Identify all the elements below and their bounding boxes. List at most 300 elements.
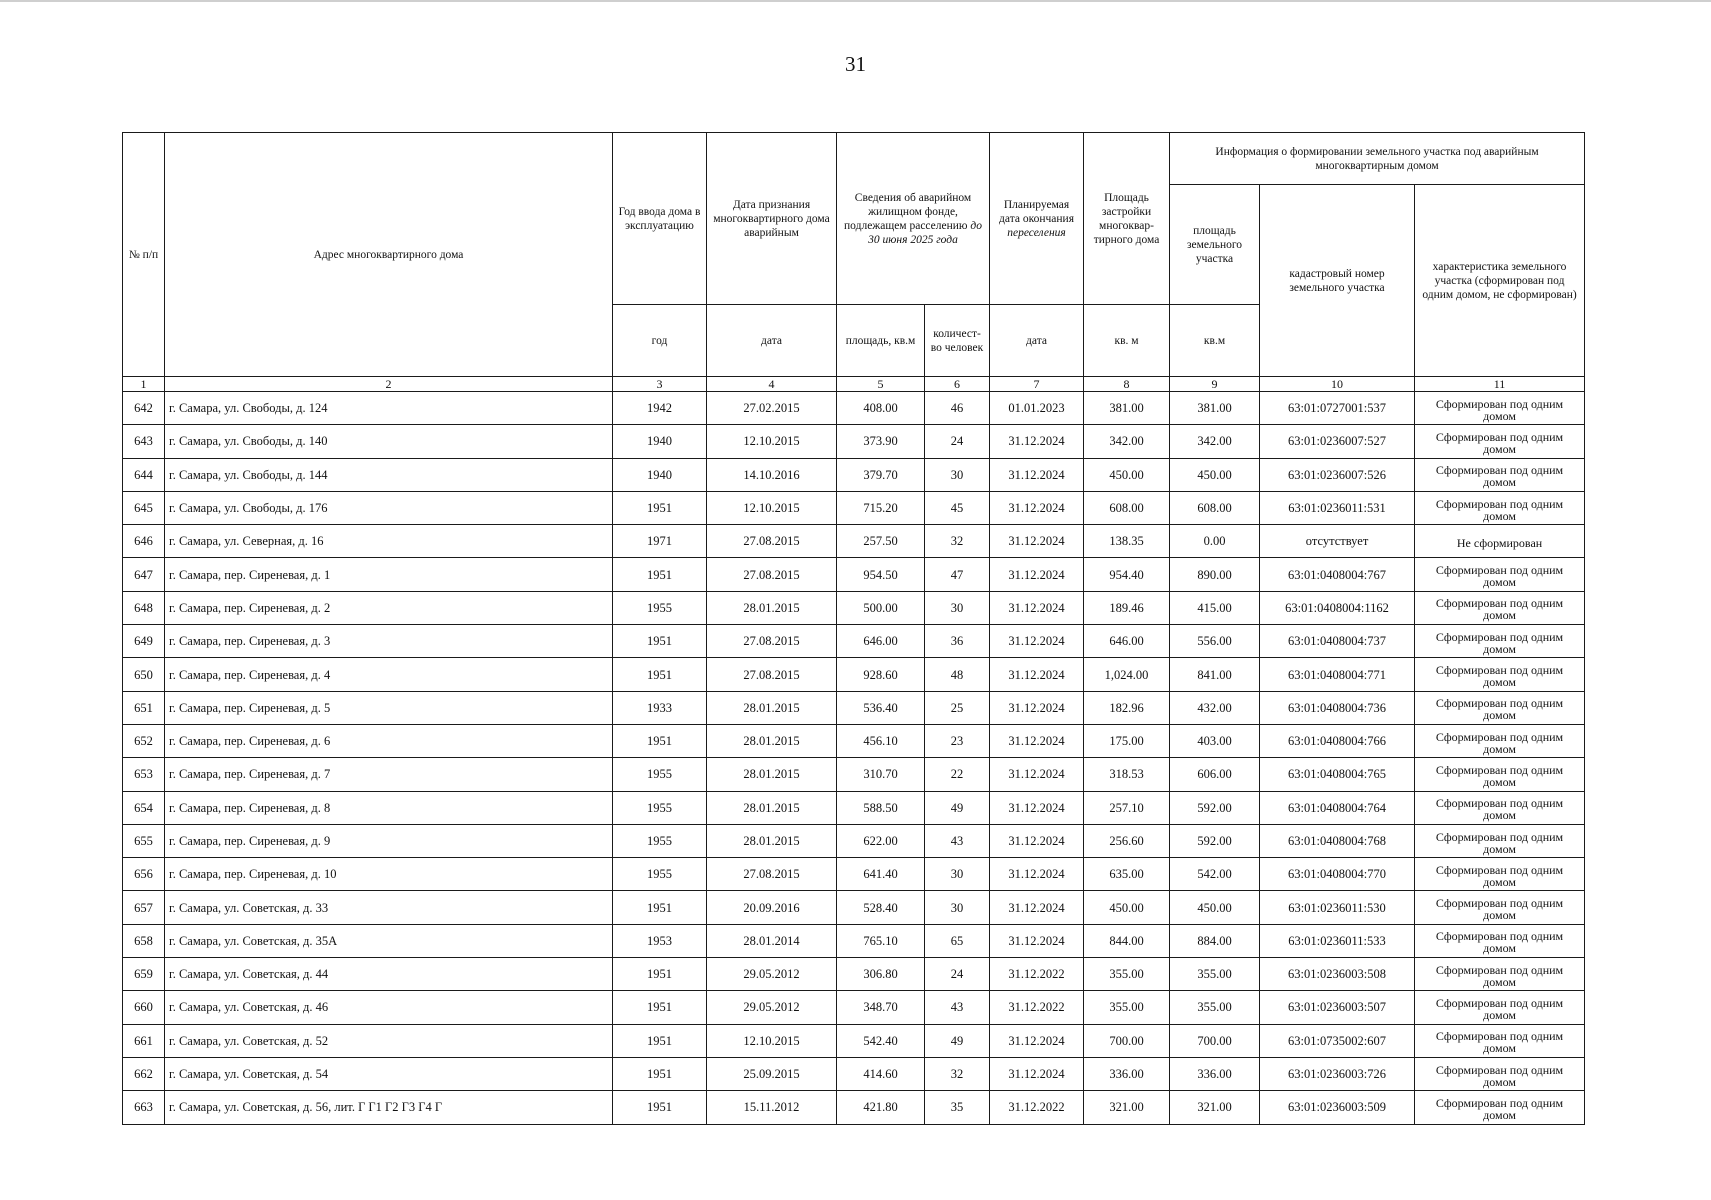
cell-people: 22 <box>925 758 990 791</box>
cell-number: 642 <box>123 392 165 425</box>
cell-year: 1955 <box>613 824 707 857</box>
cell-year: 1940 <box>613 458 707 491</box>
column-number: 2 <box>165 377 613 392</box>
cell-land-char: Сформирован под одним домом <box>1415 858 1585 891</box>
cell-area: 408.00 <box>837 392 925 425</box>
cell-address: г. Самара, пер. Сиреневая, д. 1 <box>165 558 613 591</box>
cell-building-area: 257.10 <box>1084 791 1170 824</box>
table-row <box>123 591 1585 624</box>
cell-date-emergency: 12.10.2015 <box>707 491 837 524</box>
cell-cadastral: 63:01:0236003:726 <box>1260 1057 1415 1090</box>
cell-date-emergency: 27.02.2015 <box>707 392 837 425</box>
cell-area: 928.60 <box>837 658 925 691</box>
cell-year: 1955 <box>613 758 707 791</box>
cell-planned-date: 31.12.2024 <box>990 824 1084 857</box>
cell-land-char: Сформирован под одним домом <box>1415 658 1585 691</box>
cell-land-char: Сформирован под одним домом <box>1415 591 1585 624</box>
cell-land-area: 381.00 <box>1170 392 1260 425</box>
header-cadastral: кадастровый номер земельного участка <box>1260 185 1415 377</box>
cell-area: 310.70 <box>837 758 925 791</box>
cell-year: 1951 <box>613 1024 707 1057</box>
cell-land-char: Сформирован под одним домом <box>1415 625 1585 658</box>
cell-date-emergency: 14.10.2016 <box>707 458 837 491</box>
table-row <box>123 558 1585 591</box>
cell-number: 658 <box>123 924 165 957</box>
cell-building-area: 321.00 <box>1084 1091 1170 1124</box>
column-number: 7 <box>990 377 1084 392</box>
cell-land-char: Сформирован под одним домом <box>1415 824 1585 857</box>
cell-year: 1951 <box>613 991 707 1024</box>
cell-land-char: Сформирован под одним домом <box>1415 724 1585 757</box>
header-land-char: характеристика земельного участка (сформирован под одним домом, не сформирован) <box>1415 185 1585 377</box>
table-row <box>123 1091 1585 1124</box>
cell-area: 421.80 <box>837 1091 925 1124</box>
cell-number: 651 <box>123 691 165 724</box>
cell-cadastral: 63:01:0408004:770 <box>1260 858 1415 891</box>
cell-address: г. Самара, ул. Советская, д. 56, лит. Г Г1 Г2 Г3 Г4 Г <box>165 1091 613 1124</box>
cell-land-area: 700.00 <box>1170 1024 1260 1057</box>
cell-planned-date: 31.12.2024 <box>990 1057 1084 1090</box>
cell-land-char: Сформирован под одним домом <box>1415 891 1585 924</box>
cell-area: 536.40 <box>837 691 925 724</box>
cell-area: 414.60 <box>837 1057 925 1090</box>
cell-year: 1951 <box>613 724 707 757</box>
column-number: 11 <box>1415 377 1585 392</box>
cell-year: 1951 <box>613 891 707 924</box>
cell-date-emergency: 28.01.2015 <box>707 691 837 724</box>
cell-land-area: 355.00 <box>1170 958 1260 991</box>
cell-number: 646 <box>123 525 165 558</box>
cell-planned-date: 31.12.2022 <box>990 958 1084 991</box>
cell-people: 65 <box>925 924 990 957</box>
header-building-area: Площадь застройки многоквар-тирного дома <box>1084 133 1170 305</box>
cell-address: г. Самара, пер. Сиреневая, д. 7 <box>165 758 613 791</box>
cell-number: 645 <box>123 491 165 524</box>
cell-year: 1951 <box>613 625 707 658</box>
cell-cadastral: 63:01:0236003:508 <box>1260 958 1415 991</box>
cell-planned-date: 31.12.2024 <box>990 491 1084 524</box>
cell-area: 456.10 <box>837 724 925 757</box>
cell-cadastral: 63:01:0408004:737 <box>1260 625 1415 658</box>
cell-building-area: 256.60 <box>1084 824 1170 857</box>
page-number: 31 <box>845 52 866 76</box>
cell-land-area: 450.00 <box>1170 458 1260 491</box>
cell-address: г. Самара, ул. Свободы, д. 144 <box>165 458 613 491</box>
table-row <box>123 824 1585 857</box>
cell-land-area: 403.00 <box>1170 724 1260 757</box>
cell-people: 25 <box>925 691 990 724</box>
cell-date-emergency: 29.05.2012 <box>707 991 837 1024</box>
cell-area: 306.80 <box>837 958 925 991</box>
cell-people: 24 <box>925 958 990 991</box>
unit-date: дата <box>707 305 837 377</box>
column-number: 5 <box>837 377 925 392</box>
cell-building-area: 138.35 <box>1084 525 1170 558</box>
cell-address: г. Самара, пер. Сиреневая, д. 4 <box>165 658 613 691</box>
cell-cadastral: 63:01:0236011:530 <box>1260 891 1415 924</box>
cell-people: 30 <box>925 591 990 624</box>
cell-building-area: 182.96 <box>1084 691 1170 724</box>
cell-building-area: 175.00 <box>1084 724 1170 757</box>
header-land-info: Информация о формировании земельного участка под аварийным многоквартирным домом <box>1170 133 1585 185</box>
cell-land-char: Сформирован под одним домом <box>1415 1024 1585 1057</box>
table-row <box>123 991 1585 1024</box>
cell-land-char: Сформирован под одним домом <box>1415 392 1585 425</box>
cell-date-emergency: 28.01.2015 <box>707 758 837 791</box>
cell-area: 646.00 <box>837 625 925 658</box>
cell-land-char: Не сформирован <box>1415 525 1585 558</box>
cell-number: 649 <box>123 625 165 658</box>
cell-cadastral: 63:01:0408004:768 <box>1260 824 1415 857</box>
cell-land-area: 0.00 <box>1170 525 1260 558</box>
cell-people: 43 <box>925 991 990 1024</box>
emergency-housing-table <box>122 132 1585 1125</box>
cell-planned-date: 31.12.2024 <box>990 691 1084 724</box>
cell-people: 49 <box>925 791 990 824</box>
column-number: 4 <box>707 377 837 392</box>
cell-planned-date: 31.12.2024 <box>990 591 1084 624</box>
table-row <box>123 924 1585 957</box>
cell-building-area: 355.00 <box>1084 991 1170 1024</box>
cell-cadastral: 63:01:0735002:607 <box>1260 1024 1415 1057</box>
table-row <box>123 791 1585 824</box>
table-row <box>123 691 1585 724</box>
cell-people: 35 <box>925 1091 990 1124</box>
table-row <box>123 392 1585 425</box>
cell-cadastral: 63:01:0236007:527 <box>1260 425 1415 458</box>
header-planned-date-italic: переселения <box>1007 226 1066 239</box>
cell-number: 652 <box>123 724 165 757</box>
cell-people: 46 <box>925 392 990 425</box>
cell-building-area: 954.40 <box>1084 558 1170 591</box>
table-row <box>123 958 1585 991</box>
cell-date-emergency: 20.09.2016 <box>707 891 837 924</box>
cell-cadastral: 63:01:0236011:531 <box>1260 491 1415 524</box>
cell-address: г. Самара, пер. Сиреневая, д. 5 <box>165 691 613 724</box>
cell-land-area: 606.00 <box>1170 758 1260 791</box>
cell-people: 49 <box>925 1024 990 1057</box>
cell-planned-date: 31.12.2024 <box>990 891 1084 924</box>
cell-land-char: Сформирован под одним домом <box>1415 558 1585 591</box>
cell-building-area: 450.00 <box>1084 891 1170 924</box>
cell-land-char: Сформирован под одним домом <box>1415 758 1585 791</box>
cell-land-char: Сформирован под одним домом <box>1415 458 1585 491</box>
cell-building-area: 700.00 <box>1084 1024 1170 1057</box>
header-date-emergency: Дата признания многоквартирного дома аварийным <box>707 133 837 305</box>
cell-cadastral: 63:01:0408004:766 <box>1260 724 1415 757</box>
cell-land-char: Сформирован под одним домом <box>1415 991 1585 1024</box>
table-row <box>123 724 1585 757</box>
cell-planned-date: 31.12.2024 <box>990 625 1084 658</box>
cell-address: г. Самара, ул. Советская, д. 52 <box>165 1024 613 1057</box>
cell-building-area: 336.00 <box>1084 1057 1170 1090</box>
cell-planned-date: 01.01.2023 <box>990 392 1084 425</box>
cell-cadastral: отсутствует <box>1260 525 1415 558</box>
cell-building-area: 355.00 <box>1084 958 1170 991</box>
cell-land-area: 884.00 <box>1170 924 1260 957</box>
cell-land-char: Сформирован под одним домом <box>1415 791 1585 824</box>
cell-date-emergency: 12.10.2015 <box>707 1024 837 1057</box>
cell-building-area: 450.00 <box>1084 458 1170 491</box>
cell-number: 663 <box>123 1091 165 1124</box>
table-row <box>123 1024 1585 1057</box>
cell-people: 48 <box>925 658 990 691</box>
cell-date-emergency: 28.01.2014 <box>707 924 837 957</box>
cell-cadastral: 63:01:0236011:533 <box>1260 924 1415 957</box>
cell-date-emergency: 28.01.2015 <box>707 724 837 757</box>
cell-planned-date: 31.12.2024 <box>990 458 1084 491</box>
cell-cadastral: 63:01:0408004:1162 <box>1260 591 1415 624</box>
cell-people: 30 <box>925 891 990 924</box>
cell-cadastral: 63:01:0236003:507 <box>1260 991 1415 1024</box>
cell-people: 30 <box>925 858 990 891</box>
cell-people: 45 <box>925 491 990 524</box>
cell-date-emergency: 27.08.2015 <box>707 625 837 658</box>
header-emergency-fund-text: Сведения об аварийном жилищном фонде, подлежащем расселению <box>844 191 972 232</box>
cell-land-area: 592.00 <box>1170 791 1260 824</box>
cell-area: 954.50 <box>837 558 925 591</box>
cell-land-area: 841.00 <box>1170 658 1260 691</box>
cell-date-emergency: 27.08.2015 <box>707 658 837 691</box>
cell-number: 650 <box>123 658 165 691</box>
cell-cadastral: 63:01:0408004:767 <box>1260 558 1415 591</box>
cell-people: 32 <box>925 1057 990 1090</box>
cell-planned-date: 31.12.2024 <box>990 658 1084 691</box>
cell-date-emergency: 27.08.2015 <box>707 858 837 891</box>
cell-year: 1955 <box>613 591 707 624</box>
table-body <box>123 392 1585 1125</box>
cell-number: 659 <box>123 958 165 991</box>
table-row <box>123 758 1585 791</box>
table-row <box>123 658 1585 691</box>
cell-address: г. Самара, пер. Сиреневая, д. 2 <box>165 591 613 624</box>
cell-cadastral: 63:01:0408004:765 <box>1260 758 1415 791</box>
cell-number: 647 <box>123 558 165 591</box>
table-row <box>123 625 1585 658</box>
header-address: Адрес многоквартирного дома <box>165 133 613 377</box>
cell-address: г. Самара, ул. Советская, д. 54 <box>165 1057 613 1090</box>
cell-building-area: 381.00 <box>1084 392 1170 425</box>
header-land-area: площадь земельного участка <box>1170 185 1260 305</box>
cell-people: 47 <box>925 558 990 591</box>
cell-year: 1955 <box>613 791 707 824</box>
header-emergency-fund <box>837 133 990 305</box>
cell-address: г. Самара, ул. Свободы, д. 140 <box>165 425 613 458</box>
cell-year: 1951 <box>613 558 707 591</box>
cell-number: 653 <box>123 758 165 791</box>
cell-land-area: 336.00 <box>1170 1057 1260 1090</box>
cell-land-char: Сформирован под одним домом <box>1415 924 1585 957</box>
cell-planned-date: 31.12.2024 <box>990 924 1084 957</box>
cell-address: г. Самара, пер. Сиреневая, д. 10 <box>165 858 613 891</box>
cell-land-area: 556.00 <box>1170 625 1260 658</box>
cell-land-char: Сформирован под одним домом <box>1415 958 1585 991</box>
cell-land-area: 608.00 <box>1170 491 1260 524</box>
cell-number: 656 <box>123 858 165 891</box>
cell-land-area: 415.00 <box>1170 591 1260 624</box>
cell-number: 654 <box>123 791 165 824</box>
cell-date-emergency: 15.11.2012 <box>707 1091 837 1124</box>
cell-number: 661 <box>123 1024 165 1057</box>
cell-cadastral: 63:01:0408004:764 <box>1260 791 1415 824</box>
cell-land-area: 321.00 <box>1170 1091 1260 1124</box>
cell-address: г. Самара, пер. Сиреневая, д. 9 <box>165 824 613 857</box>
cell-address: г. Самара, пер. Сиреневая, д. 6 <box>165 724 613 757</box>
cell-planned-date: 31.12.2022 <box>990 1091 1084 1124</box>
cell-people: 43 <box>925 824 990 857</box>
cell-land-area: 342.00 <box>1170 425 1260 458</box>
header-year: Год ввода дома в эксплуатацию <box>613 133 707 305</box>
cell-address: г. Самара, ул. Советская, д. 46 <box>165 991 613 1024</box>
cell-date-emergency: 28.01.2015 <box>707 591 837 624</box>
cell-planned-date: 31.12.2024 <box>990 1024 1084 1057</box>
cell-people: 23 <box>925 724 990 757</box>
cell-cadastral: 63:01:0236003:509 <box>1260 1091 1415 1124</box>
cell-address: г. Самара, ул. Советская, д. 35А <box>165 924 613 957</box>
cell-year: 1971 <box>613 525 707 558</box>
unit-year: год <box>613 305 707 377</box>
cell-building-area: 844.00 <box>1084 924 1170 957</box>
cell-building-area: 646.00 <box>1084 625 1170 658</box>
cell-year: 1951 <box>613 1091 707 1124</box>
cell-planned-date: 31.12.2024 <box>990 525 1084 558</box>
cell-year: 1942 <box>613 392 707 425</box>
scan-edge-line <box>0 0 1711 2</box>
cell-building-area: 608.00 <box>1084 491 1170 524</box>
table-row <box>123 458 1585 491</box>
cell-cadastral: 63:01:0236007:526 <box>1260 458 1415 491</box>
cell-planned-date: 31.12.2024 <box>990 791 1084 824</box>
cell-number: 655 <box>123 824 165 857</box>
cell-date-emergency: 29.05.2012 <box>707 958 837 991</box>
cell-date-emergency: 12.10.2015 <box>707 425 837 458</box>
cell-land-area: 432.00 <box>1170 691 1260 724</box>
cell-address: г. Самара, пер. Сиреневая, д. 3 <box>165 625 613 658</box>
cell-planned-date: 31.12.2024 <box>990 724 1084 757</box>
cell-land-char: Сформирован под одним домом <box>1415 691 1585 724</box>
cell-area: 379.70 <box>837 458 925 491</box>
column-number-row <box>123 377 1585 392</box>
cell-building-area: 635.00 <box>1084 858 1170 891</box>
cell-building-area: 342.00 <box>1084 425 1170 458</box>
cell-number: 660 <box>123 991 165 1024</box>
cell-number: 643 <box>123 425 165 458</box>
column-number: 1 <box>123 377 165 392</box>
cell-area: 765.10 <box>837 924 925 957</box>
cell-area: 542.40 <box>837 1024 925 1057</box>
cell-land-area: 890.00 <box>1170 558 1260 591</box>
cell-area: 622.00 <box>837 824 925 857</box>
cell-planned-date: 31.12.2024 <box>990 558 1084 591</box>
cell-area: 348.70 <box>837 991 925 1024</box>
cell-date-emergency: 27.08.2015 <box>707 558 837 591</box>
cell-date-emergency: 25.09.2015 <box>707 1057 837 1090</box>
cell-building-area: 318.53 <box>1084 758 1170 791</box>
cell-building-area: 189.46 <box>1084 591 1170 624</box>
cell-land-area: 450.00 <box>1170 891 1260 924</box>
cell-people: 30 <box>925 458 990 491</box>
cell-people: 24 <box>925 425 990 458</box>
cell-date-emergency: 27.08.2015 <box>707 525 837 558</box>
cell-area: 715.20 <box>837 491 925 524</box>
cell-year: 1933 <box>613 691 707 724</box>
cell-land-char: Сформирован под одним домом <box>1415 1091 1585 1124</box>
cell-year: 1951 <box>613 491 707 524</box>
cell-land-area: 355.00 <box>1170 991 1260 1024</box>
cell-year: 1951 <box>613 658 707 691</box>
cell-date-emergency: 28.01.2015 <box>707 791 837 824</box>
cell-address: г. Самара, ул. Северная, д. 16 <box>165 525 613 558</box>
unit-kvm: кв. м <box>1084 305 1170 377</box>
table-row <box>123 525 1585 558</box>
cell-address: г. Самара, ул. Советская, д. 33 <box>165 891 613 924</box>
unit-area: площадь, кв.м <box>837 305 925 377</box>
column-number: 3 <box>613 377 707 392</box>
table-row <box>123 425 1585 458</box>
cell-number: 662 <box>123 1057 165 1090</box>
cell-people: 36 <box>925 625 990 658</box>
cell-address: г. Самара, пер. Сиреневая, д. 8 <box>165 791 613 824</box>
table-row <box>123 491 1585 524</box>
table-row <box>123 858 1585 891</box>
column-number: 8 <box>1084 377 1170 392</box>
header-planned-date <box>990 133 1084 305</box>
cell-planned-date: 31.12.2024 <box>990 425 1084 458</box>
cell-year: 1951 <box>613 1057 707 1090</box>
unit-people: количест-во человек <box>925 305 990 377</box>
header-emergency-fund-deadline: до 30 июня 2025 года <box>868 219 982 246</box>
cell-area: 588.50 <box>837 791 925 824</box>
cell-year: 1955 <box>613 858 707 891</box>
cell-land-area: 542.00 <box>1170 858 1260 891</box>
table-row <box>123 1057 1585 1090</box>
cell-cadastral: 63:01:0727001:537 <box>1260 392 1415 425</box>
cell-area: 373.90 <box>837 425 925 458</box>
cell-date-emergency: 28.01.2015 <box>707 824 837 857</box>
cell-address: г. Самара, ул. Свободы, д. 176 <box>165 491 613 524</box>
table-row <box>123 891 1585 924</box>
header-planned-date-text: Планируемая дата окончания <box>999 198 1074 225</box>
unit-kvm2: кв.м <box>1170 305 1260 377</box>
cell-year: 1953 <box>613 924 707 957</box>
cell-area: 500.00 <box>837 591 925 624</box>
cell-number: 657 <box>123 891 165 924</box>
cell-year: 1951 <box>613 958 707 991</box>
cell-address: г. Самара, ул. Советская, д. 44 <box>165 958 613 991</box>
cell-building-area: 1,024.00 <box>1084 658 1170 691</box>
cell-land-area: 592.00 <box>1170 824 1260 857</box>
column-number: 6 <box>925 377 990 392</box>
cell-land-char: Сформирован под одним домом <box>1415 425 1585 458</box>
column-number: 9 <box>1170 377 1260 392</box>
cell-land-char: Сформирован под одним домом <box>1415 491 1585 524</box>
cell-number: 648 <box>123 591 165 624</box>
header-number: № п/п <box>123 133 165 377</box>
cell-area: 641.40 <box>837 858 925 891</box>
cell-number: 644 <box>123 458 165 491</box>
cell-area: 528.40 <box>837 891 925 924</box>
column-number: 10 <box>1260 377 1415 392</box>
unit-date2: дата <box>990 305 1084 377</box>
cell-planned-date: 31.12.2022 <box>990 991 1084 1024</box>
cell-area: 257.50 <box>837 525 925 558</box>
cell-planned-date: 31.12.2024 <box>990 758 1084 791</box>
cell-cadastral: 63:01:0408004:736 <box>1260 691 1415 724</box>
cell-year: 1940 <box>613 425 707 458</box>
cell-land-char: Сформирован под одним домом <box>1415 1057 1585 1090</box>
cell-address: г. Самара, ул. Свободы, д. 124 <box>165 392 613 425</box>
cell-cadastral: 63:01:0408004:771 <box>1260 658 1415 691</box>
